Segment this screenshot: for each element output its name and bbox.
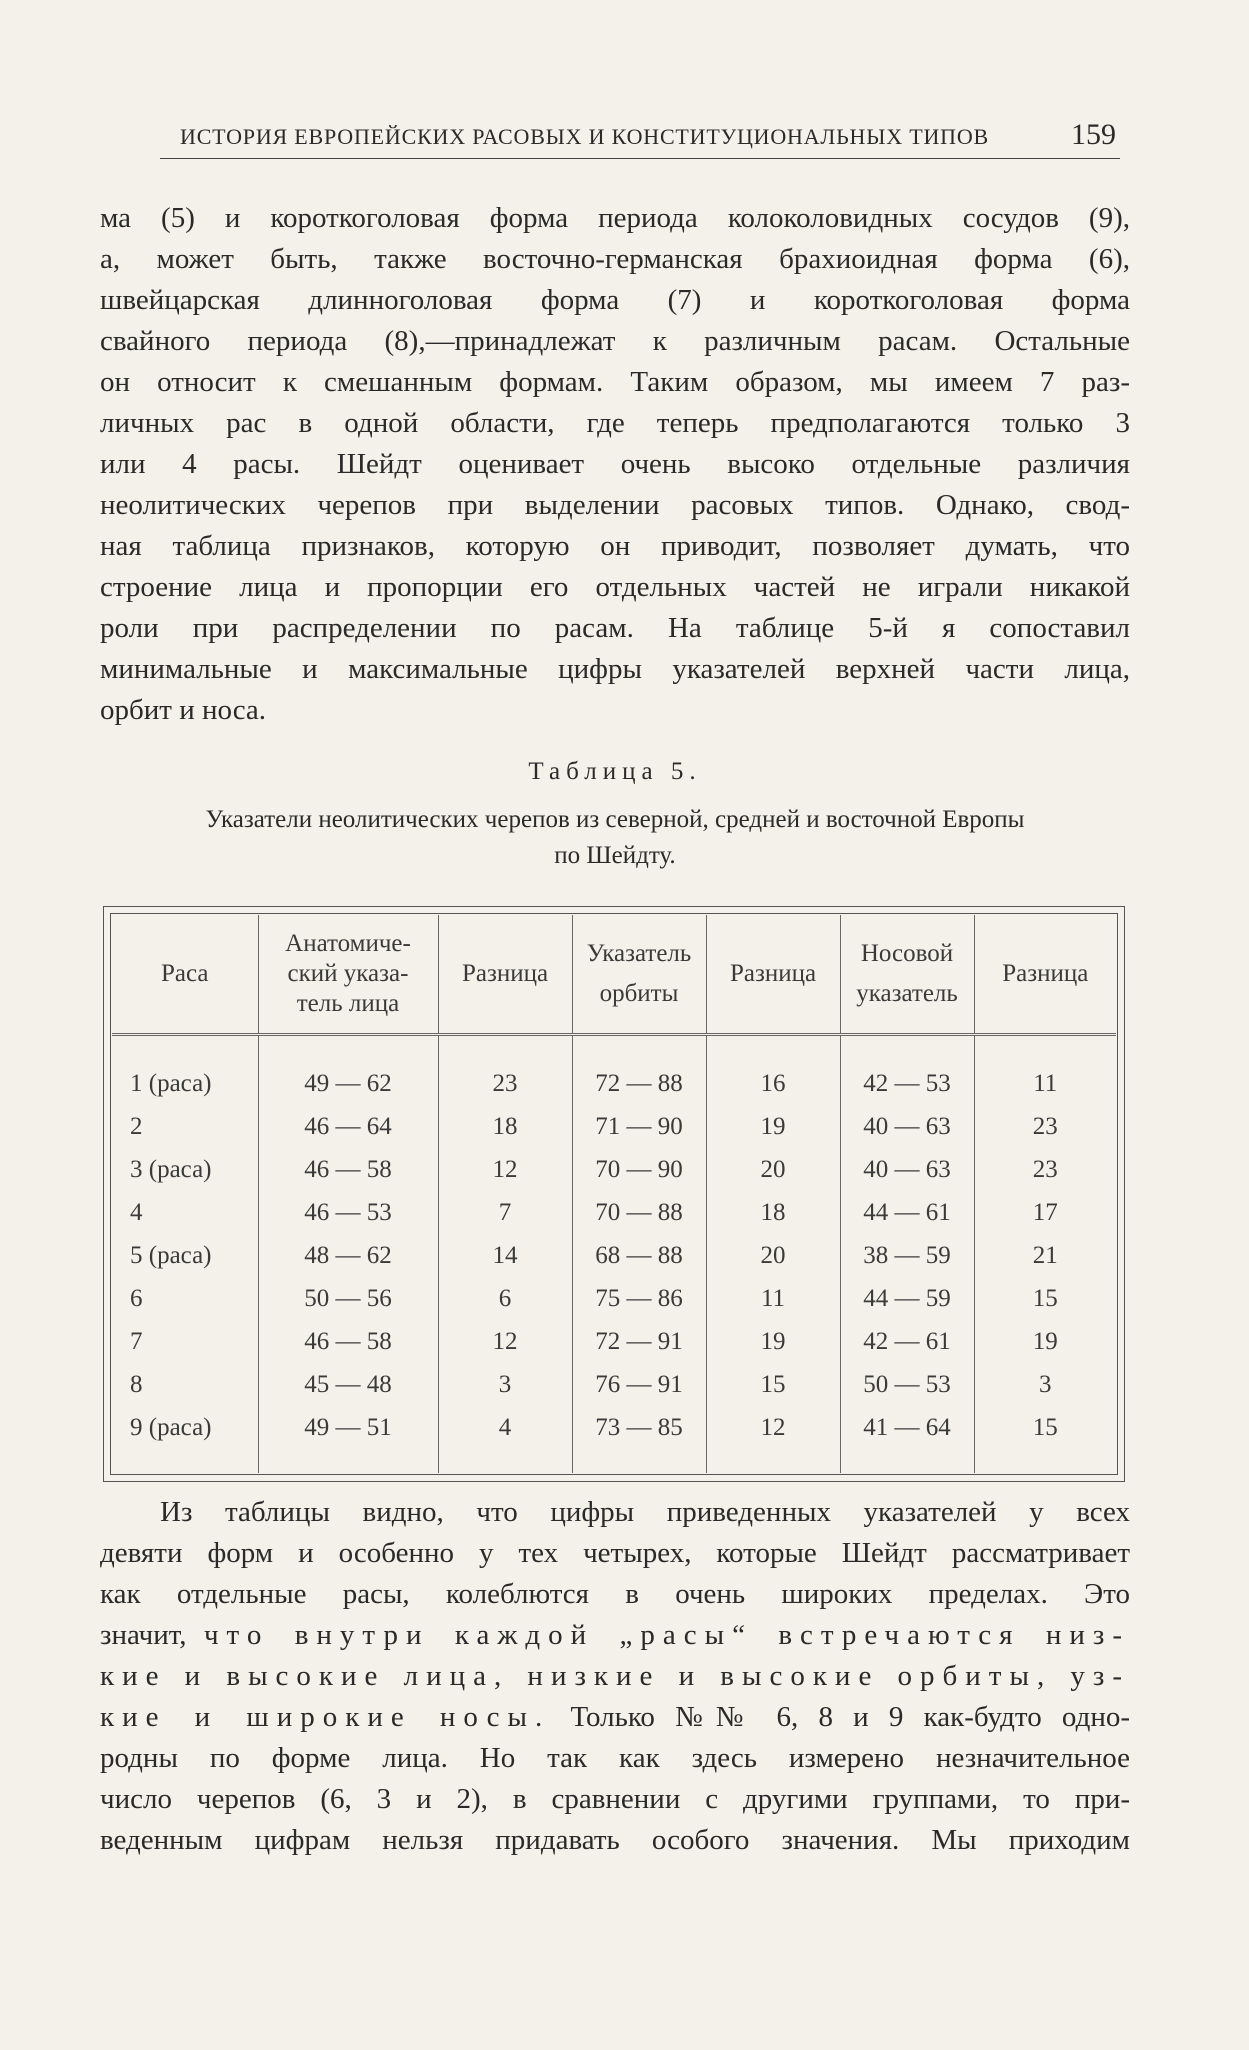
col-header-difference: Разница	[438, 915, 572, 1035]
col-header-difference: Разница	[974, 915, 1116, 1035]
cell-difference: 3	[438, 1363, 572, 1406]
cell-facial-index: 48 — 62	[258, 1234, 438, 1277]
cell-difference: 12	[438, 1320, 572, 1363]
col-header-orbit-index: Указатель орбиты	[572, 915, 706, 1035]
cell-difference: 3	[1039, 1370, 1052, 1398]
cell-difference: 23	[1032, 1112, 1058, 1140]
text-line: число черепов (6, 3 и 2), в сравнении с другими группами, то при-	[100, 1783, 1130, 1815]
cell-difference: 18	[438, 1105, 572, 1148]
cell-orbit-index: 70 — 88	[572, 1191, 706, 1234]
table-row	[112, 1406, 1116, 1449]
cell-facial-index: 45 — 48	[258, 1363, 438, 1406]
cell-facial-index: 50 — 56	[258, 1277, 438, 1320]
spacer-cell	[112, 1449, 258, 1473]
text-line: девяти форм и особенно у тех четырех, которые Шейдт рассматривает	[100, 1537, 1130, 1569]
text-line: неолитических черепов при выделении расовых типов. Однако, свод-	[100, 489, 1130, 521]
cell-nasal-index: 50 — 53	[840, 1363, 974, 1406]
table-row	[112, 1148, 1116, 1191]
paragraph-1	[100, 198, 1130, 731]
cell-orbit-index: 73 — 85	[572, 1406, 706, 1449]
cell-orbit-index: 72 — 91	[572, 1320, 706, 1363]
table-caption-line-2: по Шейдту.	[554, 842, 676, 869]
cell-difference: 12	[706, 1406, 840, 1449]
text-fragment: значит,	[100, 1619, 187, 1651]
table-header-row	[112, 915, 1116, 1035]
table-row	[112, 1277, 1116, 1320]
cell-orbit-index: 68 — 88	[572, 1234, 706, 1277]
text-line: роли при распределении по расам. На таблице 5-й я сопоставил	[100, 612, 1130, 644]
cell-difference: 15	[706, 1363, 840, 1406]
cell-race: 7	[112, 1320, 258, 1363]
cell-difference: 21	[1032, 1241, 1058, 1269]
cell-difference: 23	[438, 1035, 572, 1106]
text-line: веденным цифрам нельзя придавать особого значения. Мы приходим	[100, 1824, 1130, 1856]
cell-difference: 23	[1032, 1155, 1058, 1183]
cell-difference: 4	[438, 1406, 572, 1449]
table-spacer-row	[112, 1449, 1116, 1473]
cell-nasal-index: 42 — 53	[840, 1035, 974, 1106]
spacer-cell	[974, 1449, 1116, 1473]
cell-orbit-index: 72 — 88	[572, 1035, 706, 1106]
cell-facial-index: 46 — 58	[258, 1148, 438, 1191]
cell-nasal-index: 41 — 64	[840, 1406, 974, 1449]
col-header-facial-index: Анатомиче- ский указа- тель лица	[258, 915, 438, 1035]
cell-facial-index: 46 — 58	[258, 1320, 438, 1363]
cell-difference: 15	[1032, 1284, 1058, 1312]
text-line	[100, 1697, 1130, 1738]
text-line: а, может быть, также восточно-германская брахиоидная форма (6),	[100, 243, 1130, 275]
paragraph-2	[100, 1492, 1130, 1861]
cell-difference: 20	[706, 1234, 840, 1277]
cell-race: 5 (раса)	[112, 1234, 258, 1277]
cell-facial-index: 49 — 62	[258, 1035, 438, 1106]
cell-difference: 20	[706, 1148, 840, 1191]
cell-difference: 7	[438, 1191, 572, 1234]
cell-difference: 19	[706, 1320, 840, 1363]
cell-orbit-index: 76 — 91	[572, 1363, 706, 1406]
cell-difference: 11	[706, 1277, 840, 1320]
text-line: личных рас в одной области, где теперь предполагаются только 3	[100, 407, 1130, 439]
cell-difference: 16	[706, 1035, 840, 1106]
spacer-cell	[258, 1449, 438, 1473]
text-line: он относит к смешанным формам. Таким образом, мы имеем 7 раз-	[100, 366, 1130, 398]
cell-facial-index: 46 — 53	[258, 1191, 438, 1234]
table-row	[112, 1191, 1116, 1234]
text-line: родны по форме лица. Но так как здесь измерено незначительное	[100, 1742, 1130, 1774]
page-number: 159	[1071, 118, 1116, 151]
cell-race: 1 (раса)	[112, 1035, 258, 1106]
text-line: орбит и носа.	[100, 694, 267, 726]
emphasized-text: кие и высокие лица, низкие и высокие орбиты, уз-	[100, 1660, 1130, 1692]
text-line: или 4 расы. Шейдт оценивает очень высоко отдельные различия	[100, 448, 1130, 480]
cell-nasal-index: 42 — 61	[840, 1320, 974, 1363]
text-line: свайного периода (8),—принадлежат к различным расам. Остальные	[100, 325, 1130, 357]
cell-race: 6	[112, 1277, 258, 1320]
cell-difference: 17	[1032, 1198, 1058, 1226]
text-line: швейцарская длинноголовая форма (7) и короткоголовая форма	[100, 284, 1130, 316]
table-caption-line-1: Указатели неолитических черепов из северной, средней и восточной Европы	[205, 806, 1025, 833]
cell-nasal-index: 38 — 59	[840, 1234, 974, 1277]
text-line	[100, 1615, 1130, 1656]
table-row	[112, 1320, 1116, 1363]
running-title: ИСТОРИЯ ЕВРОПЕЙСКИХ РАСОВЫХ И КОНСТИТУЦИОНАЛЬНЫХ ТИПОВ	[180, 124, 989, 149]
table-row	[112, 1234, 1116, 1277]
cell-difference: 15	[1032, 1413, 1058, 1441]
cell-nasal-index: 44 — 59	[840, 1277, 974, 1320]
text-line: строение лица и пропорции его отдельных частей не играли никакой	[100, 571, 1130, 603]
cell-nasal-index: 40 — 63	[840, 1148, 974, 1191]
emphasized-text: что внутри каждой „расы“ встречаются низ-	[203, 1619, 1131, 1651]
cell-difference: 14	[438, 1234, 572, 1277]
table-label: Таблица 5.	[528, 758, 702, 785]
cell-difference: 11	[1033, 1069, 1058, 1097]
col-header-nasal-index: Носовой указатель	[840, 915, 974, 1035]
cell-difference: 12	[438, 1148, 572, 1191]
cell-difference: 19	[706, 1105, 840, 1148]
running-header	[160, 118, 1120, 159]
cell-race: 8	[112, 1363, 258, 1406]
text-line: ная таблица признаков, которую он приводит, позволяет думать, что	[100, 530, 1130, 562]
emphasized-text: кие и широкие носы.	[100, 1701, 551, 1733]
text-line: Из таблицы видно, что цифры приведенных указателей у всех	[160, 1496, 1130, 1528]
cell-race: 3 (раса)	[112, 1148, 258, 1191]
spacer-cell	[706, 1449, 840, 1473]
cell-race: 9 (раса)	[112, 1406, 258, 1449]
cell-difference: 6	[438, 1277, 572, 1320]
cell-orbit-index: 70 — 90	[572, 1148, 706, 1191]
text-line: минимальные и максимальные цифры указателей верхней части лица,	[100, 653, 1130, 685]
cell-orbit-index: 75 — 86	[572, 1277, 706, 1320]
data-table	[112, 915, 1116, 1473]
spacer-cell	[438, 1449, 572, 1473]
cell-facial-index: 46 — 64	[258, 1105, 438, 1148]
table-row	[112, 1035, 1116, 1106]
text-fragment: Только №№ 6, 8 и 9 как-будто одно-	[570, 1701, 1131, 1733]
spacer-cell	[840, 1449, 974, 1473]
text-line	[100, 1656, 1130, 1697]
cell-facial-index: 49 — 51	[258, 1406, 438, 1449]
cell-nasal-index: 40 — 63	[840, 1105, 974, 1148]
table-row	[112, 1363, 1116, 1406]
cell-orbit-index: 71 — 90	[572, 1105, 706, 1148]
cell-race: 2	[112, 1105, 258, 1148]
col-header-difference: Разница	[706, 915, 840, 1035]
cell-nasal-index: 44 — 61	[840, 1191, 974, 1234]
cell-difference: 18	[706, 1191, 840, 1234]
cell-difference: 19	[1032, 1327, 1058, 1355]
text-line: ма (5) и короткоголовая форма периода колоколовидных сосудов (9),	[100, 202, 1130, 234]
spacer-cell	[572, 1449, 706, 1473]
table-row	[112, 1105, 1116, 1148]
col-header-race: Раса	[112, 915, 258, 1035]
table-frame	[103, 906, 1125, 1482]
text-line: как отдельные расы, колеблются в очень широких пределах. Это	[100, 1578, 1130, 1610]
cell-race: 4	[112, 1191, 258, 1234]
